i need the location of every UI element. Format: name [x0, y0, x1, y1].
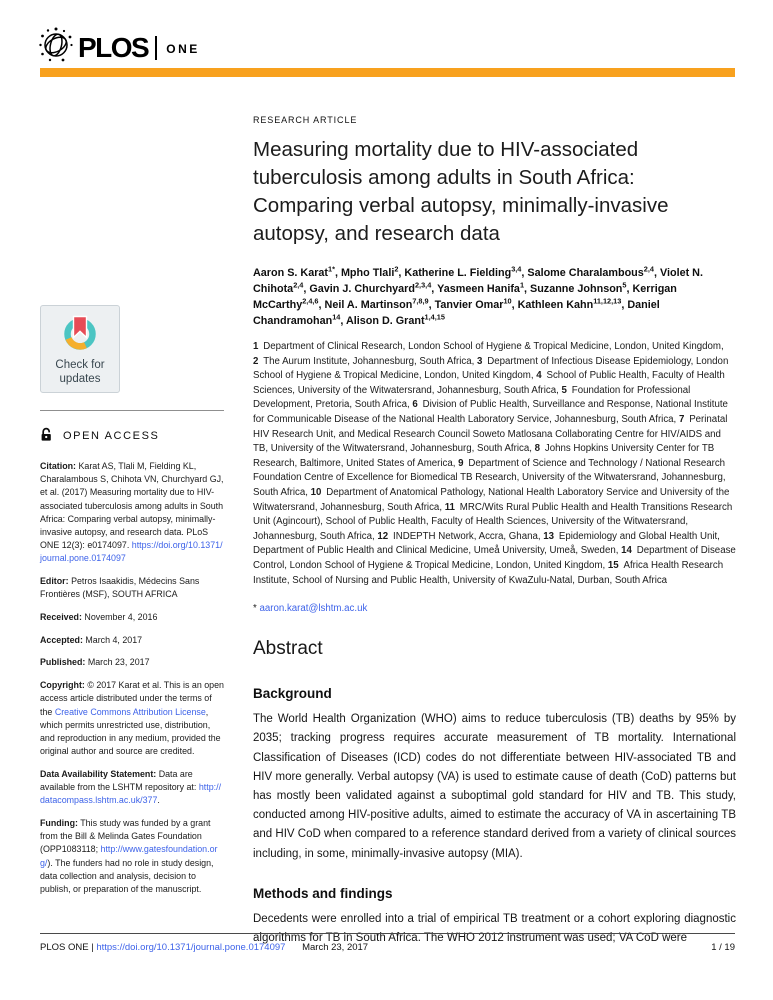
affiliation-number: 9	[458, 457, 464, 469]
masthead-divider	[155, 36, 157, 60]
affiliation-number: 6	[412, 399, 418, 411]
affiliation-number: 2	[253, 355, 259, 367]
author: Katherine L. Fielding$^{3,4}$	[404, 264, 522, 279]
author: Salome Charalambous$^{2,4}$	[527, 264, 654, 279]
affiliation-number: 4	[536, 370, 542, 382]
affiliation-number: 13	[543, 530, 555, 542]
affiliation-number: 15	[607, 559, 619, 571]
sidebar-entry: Accepted: March 4, 2017	[40, 634, 143, 645]
sidebar-entry-label: Funding:	[40, 817, 78, 828]
footer-doi-link[interactable]: https://doi.org/10.1371/journal.pone.0174097	[96, 942, 286, 953]
sidebar-entry: Data Availability Statement: Data are available from the LSHTM repository at: http://datacompass.lshtm.ac.uk/377.	[40, 768, 222, 806]
abstract-section-text: The World Health Organization (WHO) aims to reduce tuberculosis (TB) deaths by 95% by 2035; tracking progress requires accurate measurement of TB mortality. International Classification of Diseases (ICD) codes do not differentiate between HIV-associated TB and HIV more generally. Verbal autopsy (VA) is used to estimate cause of death (CoD) patterns but has mostly been validated against a suboptimal gold standard for HIV and TB. This study, conducted among HIV-positive adults, aimed to estimate the accuracy of VA in ascertaining TB and HIV CoD when compared to a reference standard derived from a variety of clinical sources including, in some, minimally-invasive autopsy (MIA).	[253, 713, 736, 860]
brand-name: PLOS	[78, 31, 149, 63]
check-updates-label-line1: Check for	[55, 359, 105, 371]
abstract-heading: Abstract	[253, 638, 323, 660]
check-updates-label-line2: updates	[59, 372, 101, 385]
sidebar-entry: Editor: Petros Isaakidis, Médecins Sans Frontières (MSF), SOUTH AFRICA	[40, 576, 200, 600]
author: Gavin J. Churchyard$^{2,3,4}$	[309, 280, 432, 295]
journal-name: ONE	[166, 41, 200, 56]
crossmark-icon	[60, 340, 100, 357]
open-lock-icon	[40, 427, 55, 445]
plos-logo	[38, 26, 200, 69]
sidebar-entry: Funding: This study was funded by a grant from the Bill & Melinda Gates Foundation (OPP1083118; http://www.gatesfoundation.org/). The funders had no role in study design, data collection and analysis, decision to publish, or preparation of the manuscript.	[40, 817, 218, 894]
affiliation-number: 12	[377, 530, 389, 542]
footer-citation-line	[40, 942, 711, 953]
author: Kerrigan McCarthy$^{2,4,6}$	[253, 283, 677, 311]
author: Yasmeen Hanifa$^1$	[437, 280, 525, 295]
sidebar-link[interactable]: Creative Commons Attribution License	[54, 706, 206, 717]
sidebar-entry-label: Copyright:	[40, 680, 85, 691]
sidebar-entry-label: Received:	[40, 612, 82, 623]
sidebar-link[interactable]: http://www.gatesfoundation.org/	[40, 844, 218, 868]
affiliation-number: 7	[678, 413, 685, 425]
footer-date: March 23, 2017	[302, 942, 369, 953]
sidebar-entry: Citation: Karat AS, Tlali M, Fielding KL, Charalambous S, Chihota VN, Churchyard GJ, et al. (2017) Measuring mortality due to HIV-associated tuberculosis among adults in South Africa: Comparing verbal autopsy, minimally-invasive autopsy, and research data. PLoS ONE 12(3): e0174097. https://doi.org/10.1371/journal.pone.0174097	[40, 461, 224, 564]
author: Aaron S. Karat$^{1*}$	[253, 264, 335, 279]
footer-journal: PLOS ONE	[40, 942, 89, 953]
plos-globe-icon	[38, 26, 74, 69]
affiliation-number: 14	[621, 545, 632, 557]
sidebar-entry: Copyright: © 2017 Karat et al. This is an open access article distributed under the terms of the Creative Commons Attribution License, which permits unrestricted use, distribution, and reproduction in any medium, provided the original author and source are credited.	[40, 680, 224, 757]
article-sidebar	[40, 305, 224, 906]
masthead-rule	[40, 68, 735, 77]
check-for-updates-badge[interactable]	[40, 305, 120, 393]
sidebar-entry-label: Data Availability Statement:	[40, 768, 157, 779]
correspondence-line	[253, 603, 736, 614]
sidebar-divider	[40, 410, 224, 411]
author: Tanvier Omar$^{10}$	[434, 296, 512, 311]
sidebar-entries	[40, 460, 224, 896]
author-list: Aaron S. Karat$^{1*}$, Mpho Tlali$^2$, Katherine L. Fielding$^{3,4}$, Salome Charalambous$^{2,4}$, Violet N. Chihota$^{2,4}$, Gavin J. Churchyard$^{2,3,4}$, Yasmeen Hanifa$^1$, Suzanne Johnson$^5$, Kerrigan McCarthy$^{2,4,6}$, Neil A. Martinson$^{7,8,9}$, Tanvier Omar$^{10}$, Kathleen Kahn$^{11,12,13}$, Daniel Chandramohan$^{14}$, Alison D. Grant$^{1,4,15}$	[253, 264, 703, 327]
abstract-section-heading: Background	[253, 686, 332, 702]
author: Alison D. Grant$^{1,4,15}$	[345, 312, 445, 327]
sidebar-entry-label: Citation:	[40, 461, 76, 471]
affiliation-number: 8	[534, 443, 540, 455]
author: Violet N. Chihota$^{2,4}$	[253, 267, 703, 295]
abstract-section-text: Decedents were enrolled into a trial of empirical TB treatment or a cohort exploring diagnostic algorithms for TB in South Africa. The WHO 2012 instrument was used; VA CoD were	[253, 912, 736, 944]
article-title: Measuring mortality due to HIV-associated tuberculosis among adults in South Africa: Comparing verbal autopsy, minimally-invasive autopsy, and research data	[253, 138, 669, 245]
abstract-section-heading: Methods and findings	[253, 885, 393, 901]
sidebar-entry-label: Published:	[40, 657, 86, 668]
sidebar-entry: Received: November 4, 2016	[40, 612, 158, 623]
author: Neil A. Martinson$^{7,8,9}$	[324, 296, 429, 311]
affiliation-number: 5	[561, 384, 567, 396]
article-type-kicker: RESEARCH ARTICLE	[253, 115, 358, 125]
author: Suzanne Johnson$^5$	[530, 280, 627, 295]
affiliation-number: 10	[310, 486, 322, 498]
sidebar-entry-label: Editor:	[40, 576, 69, 587]
abstract-sections	[253, 686, 736, 948]
author: Kathleen Kahn$^{11,12,13}$	[517, 296, 622, 311]
sidebar-entry: Published: March 23, 2017	[40, 657, 150, 668]
affiliation-number: 3	[477, 355, 483, 367]
affiliation-number: 11	[444, 501, 455, 513]
affiliation-number: 1	[253, 341, 259, 352]
page-footer	[40, 933, 735, 953]
correspondence-email-link[interactable]: aaron.karat@lshtm.ac.uk	[259, 603, 368, 615]
author: Mpho Tlali$^2$	[340, 264, 399, 279]
affiliation-list: 1 Department of Clinical Research, London School of Hygiene & Tropical Medicine, London, United Kingdom, 2 The Aurum Institute, Johannesburg, South Africa, 3 Department of Infectious Disease Epidemiology, London School of Hygiene & Tropical Medicine, London, United Kingdom, 4 School of Public Health, Faculty of Health Sciences, University of the Witwatersrand, Johannesburg, South Africa, 5 Foundation for Professional Development, Pretoria, South Africa, 6 Division of Public Health, Surveillance and Response, National Institute for Communicable Disease of the National Health Laboratory Service, Johannesburg, South Africa, 7 Perinatal HIV Research Unit, and Medical Research Council Soweto Matlosana Collaborating Centre for HIV/AIDS and TB, University of the Witwatersrand, Johannesburg, South Africa, 8 Johns Hopkins University Center for TB Research, Baltimore, United States of America, 9 Department of Science and Technology / National Research Foundation Centre of Excellence for Biomedical TB Research, University of the Witwatersrand, Johannesburg, South Africa, 10 Department of Anatomical Pathology, National Health Laboratory Service and University of the Witwatersrand, Johannesburg, South Africa, 11 MRC/Wits Rural Public Health and Health Transitions Research Unit (Agincourt), School of Public Health, Faculty of Health Sciences, University of the Witwatersrand, Johannesburg, South Africa, 12 INDEPTH Network, Accra, Ghana, 13 Epidemiology and Global Health Unit, Department of Public Health and Clinical Medicine, Umeå University, Umeå, Sweden, 14 Department of Disease Control, London School of Hygiene & Tropical Medicine, London, United Kingdom, 15 Africa Health Research Institute, School of Nursing and Public Health, University of KwaZulu-Natal, Durban, South Africa	[253, 341, 736, 586]
page-number: 1 / 19	[711, 942, 735, 953]
footer-separator: |	[91, 942, 94, 953]
open-access-label: OPEN ACCESS	[63, 430, 160, 442]
sidebar-link[interactable]: http://datacompass.lshtm.ac.uk/377	[40, 782, 222, 806]
sidebar-link[interactable]: https://doi.org/10.1371/journal.pone.0174097	[40, 540, 223, 564]
author: Daniel Chandramohan$^{14}$	[253, 299, 660, 327]
sidebar-entry-label: Accepted:	[40, 634, 83, 645]
correspondence-marker: *	[253, 603, 257, 615]
article-main	[253, 115, 736, 956]
